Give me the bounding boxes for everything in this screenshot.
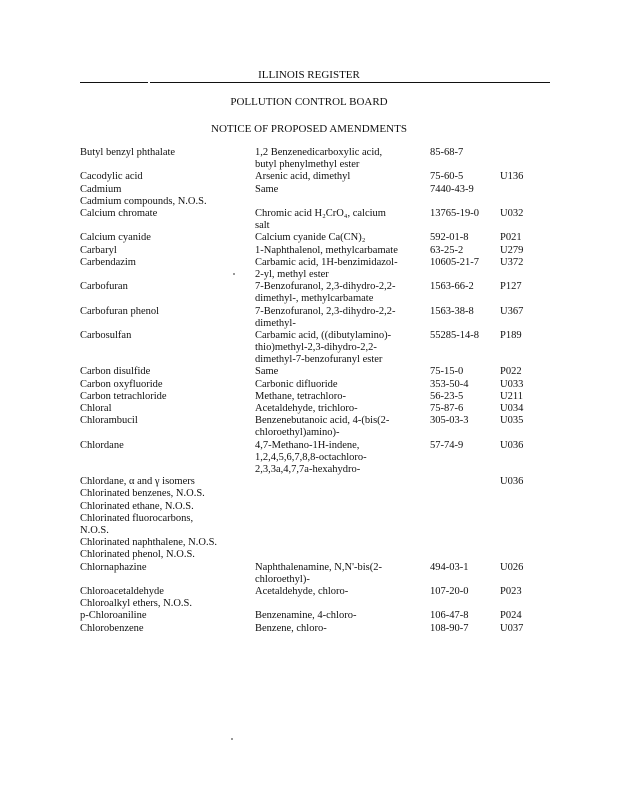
chemical-abstracts-name [255,184,423,196]
table-row [80,306,540,330]
chemical-abstracts-name-line: Acetaldehyde, trichloro- [255,403,358,415]
chemical-abstracts-name-line: Carbamic acid, ((dibutylamino)- [255,329,392,341]
chemical-abstracts-name-line: Benzenebutanoic acid, 4-(bis(2- [255,415,390,427]
constituent-name-line: Carbon disulfide [80,366,151,378]
table-row [80,147,540,171]
constituent-name [80,586,248,598]
cas-number: 305-03-3 [430,415,469,427]
waste-code: U026 [500,561,524,573]
waste-code: U136 [500,171,524,183]
cas-number: 75-15-0 [430,366,464,378]
constituent-name-line: Chlornaphazine [80,561,147,573]
table-row [80,245,540,257]
chemical-abstracts-name-line: Same [255,366,279,378]
constituent-name-line: p-Chloroaniline [80,610,147,622]
constituent-name-line: Butyl benzyl phthalate [80,147,176,158]
waste-code: P022 [500,366,522,378]
constituent-name-line: Chlorinated naphthalene, N.O.S. [80,537,218,549]
constituent-name [80,147,248,159]
chemical-abstracts-name [255,232,423,244]
constituent-name-line: Carbosulfan [80,329,132,341]
waste-code: P024 [500,610,522,622]
table-row [80,330,540,367]
constituent-name [80,306,248,318]
chemical-abstracts-name [255,391,423,403]
constituent-name [80,403,248,415]
chemical-abstracts-name-line: Acetaldehyde, chloro- [255,585,349,597]
header-rule-left [80,82,148,83]
table-row [80,232,540,244]
chemical-abstracts-name [255,610,423,622]
cas-number: 57-74-9 [430,439,464,451]
constituent-name-line: Chlorinated fluorocarbons, [80,512,194,524]
table-row [80,403,540,415]
cas-number: 108-90-7 [430,622,469,634]
chemical-abstracts-name-line: dimethyl-7-benzofuranyl ester [255,354,383,366]
waste-code: U035 [500,415,524,427]
chemical-abstracts-name [255,306,423,330]
constituent-name [80,391,248,403]
constituent-name-line: Carbofuran [80,281,128,293]
chemical-abstracts-name-line: 2,3,3a,4,7,7a-hexahydro- [255,464,361,476]
notice-title: NOTICE OF PROPOSED AMENDMENTS [211,123,407,135]
waste-code: P023 [500,585,522,597]
table-row [80,440,540,477]
constituent-name [80,415,248,427]
chemical-abstracts-name-line: Arsenic acid, dimethyl [255,171,351,183]
table-row [80,184,540,196]
table-row [80,476,540,488]
chemical-abstracts-name-line: 2-yl, methyl ester [255,268,329,280]
cas-number: 592-01-8 [430,232,469,244]
constituent-name-line: Chlorinated phenol, N.O.S. [80,549,195,561]
constituent-name-line: Carbon oxyfluoride [80,378,163,390]
constituent-name [80,537,248,549]
cas-number: 7440-43-9 [430,183,474,195]
constituent-name [80,184,248,196]
chemical-abstracts-name-line: 1,2,4,5,6,7,8,8-octachloro- [255,451,367,463]
waste-code: U211 [500,390,523,402]
waste-code: U372 [500,256,524,268]
chemical-abstracts-name [255,257,423,281]
constituent-name [80,549,248,561]
table-row [80,196,540,208]
table-row [80,501,540,513]
constituent-name [80,476,248,488]
cas-number: 56-23-5 [430,390,464,402]
waste-code: U036 [500,439,524,451]
chemical-abstracts-name-line: 7-Benzofuranol, 2,3-dihydro-2,2- [255,281,396,293]
chemical-abstracts-name-line: Carbonic difluoride [255,378,338,390]
table-row [80,610,540,622]
register-title: ILLINOIS REGISTER [258,69,360,81]
constituent-name [80,171,248,183]
chemical-abstracts-name-line: Benzenamine, 4-chloro- [255,610,357,622]
waste-code: U279 [500,244,524,256]
board-title: POLLUTION CONTROL BOARD [230,96,388,108]
waste-code: U032 [500,207,524,219]
chemical-abstracts-name-line: Calcium cyanide Ca(CN)₂ [255,232,366,244]
constituent-name-line: Carbon tetrachloride [80,390,167,402]
chemical-abstracts-name-line: butyl phenylmethyl ester [255,159,360,171]
chemical-abstracts-name-line: Methane, tetrachloro- [255,390,346,402]
chemical-abstracts-name-line: salt [255,220,270,232]
chemical-abstracts-name [255,147,423,171]
cas-number: 1563-38-8 [430,305,474,317]
constituent-name [80,488,248,500]
table-row [80,281,540,305]
table-row [80,379,540,391]
constituent-name-line: Carbofuran phenol [80,305,160,317]
table-row [80,171,540,183]
waste-code: U036 [500,476,524,488]
constituent-name-line: Chlorinated benzenes, N.O.S. [80,488,205,500]
waste-code: U367 [500,305,524,317]
constituent-name [80,232,248,244]
waste-code: U033 [500,378,524,390]
table-row [80,257,540,281]
waste-code: U034 [500,403,524,415]
chemical-abstracts-name [255,415,423,439]
constituent-name [80,562,248,574]
chemical-abstracts-name-line: thio)methyl-2,3-dihydro-2,2- [255,342,377,354]
cas-number: 85-68-7 [430,147,464,158]
constituent-name [80,379,248,391]
chemical-abstracts-name [255,440,423,477]
table-row [80,208,540,232]
table-row [80,513,540,537]
constituent-name [80,513,248,537]
constituent-name-line: Chlordane, α and γ isomers [80,476,195,488]
chemical-abstracts-name [255,586,423,598]
cas-number: 63-25-2 [430,244,464,256]
table-row [80,391,540,403]
constituent-name-line: Chloroacetaldehyde [80,585,164,597]
constituent-name [80,440,248,452]
cas-number: 75-60-5 [430,171,464,183]
cas-number: 106-47-8 [430,610,469,622]
chemical-abstracts-name-line: chloroethyl)- [255,573,310,585]
stray-mark [233,273,235,275]
constituent-name-line: Calcium cyanide [80,232,151,244]
constituent-name [80,598,248,610]
chemical-abstracts-name-line: 1-Naphthalenol, methylcarbamate [255,244,398,256]
cas-number: 10605-21-7 [430,256,479,268]
chemical-abstracts-name [255,245,423,257]
table-row [80,415,540,439]
stray-mark [231,738,233,740]
constituent-name [80,366,248,378]
constituent-name-line: Carbaryl [80,244,117,256]
chemical-abstracts-name-line: 4,7-Methano-1H-indene, [255,439,360,451]
chemical-abstracts-name-line: 1,2 Benzenedicarboxylic acid, [255,147,383,158]
constituent-name [80,501,248,513]
table-row [80,537,540,549]
chemical-abstracts-name-line: Same [255,183,279,195]
table-row [80,598,540,610]
constituent-name [80,196,248,208]
chemical-abstracts-name [255,403,423,415]
chemical-abstracts-name-line: Naphthalenamine, N,N'-bis(2- [255,561,382,573]
chemical-abstracts-name-line: dimethyl- [255,317,296,329]
waste-code: P189 [500,329,522,341]
constituent-name [80,330,248,342]
cas-number: 55285-14-8 [430,329,479,341]
constituent-name-line: Chlordane [80,439,124,451]
chemical-abstracts-name-line: Chromic acid H₂CrO₄, calcium [255,207,386,219]
table-row [80,586,540,598]
cas-number: 75-87-6 [430,403,464,415]
waste-code: P127 [500,281,522,293]
chemical-abstracts-name [255,208,423,232]
chemical-abstracts-name [255,366,423,378]
constituent-name [80,623,248,635]
table-row [80,366,540,378]
constituent-name-line: Chlorobenzene [80,622,144,634]
constituent-name [80,257,248,269]
cas-number: 494-03-1 [430,561,469,573]
constituent-name-line: Chloral [80,403,112,415]
constituent-name [80,610,248,622]
constituent-name-line: Calcium chromate [80,207,158,219]
cas-number: 107-20-0 [430,585,469,597]
table-row [80,623,540,635]
chemical-abstracts-name-line: Benzene, chloro- [255,622,327,634]
chemical-abstracts-name-line: dimethyl-, methylcarbamate [255,293,374,305]
table-row [80,488,540,500]
chemical-abstracts-name [255,562,423,586]
chemical-abstracts-name-line: chloroethyl)amino)- [255,427,340,439]
header-rule-right [150,82,550,83]
waste-code: U037 [500,622,524,634]
chemical-abstracts-name [255,330,423,367]
constituent-name-line: Cadmium [80,183,122,195]
constituent-name-line: Chloroalkyl ethers, N.O.S. [80,598,192,610]
constituent-name [80,281,248,293]
constituent-name-line: Chlorinated ethane, N.O.S. [80,500,194,512]
constituent-name-line: Cadmium compounds, N.O.S. [80,195,207,207]
hazardous-constituents-table [80,147,540,635]
chemical-abstracts-name [255,171,423,183]
cas-number: 353-50-4 [430,378,469,390]
cas-number: 1563-66-2 [430,281,474,293]
constituent-name-line: Chlorambucil [80,415,138,427]
chemical-abstracts-name-line: Carbamic acid, 1H-benzimidazol- [255,256,398,268]
chemical-abstracts-name [255,379,423,391]
table-row [80,562,540,586]
cas-number: 13765-19-0 [430,207,479,219]
constituent-name-line: Carbendazim [80,256,136,268]
chemical-abstracts-name [255,623,423,635]
table-row [80,549,540,561]
constituent-name-line: Cacodylic acid [80,171,143,183]
constituent-name [80,245,248,257]
chemical-abstracts-name [255,281,423,305]
waste-code: P021 [500,232,522,244]
constituent-name [80,208,248,220]
chemical-abstracts-name-line: 7-Benzofuranol, 2,3-dihydro-2,2- [255,305,396,317]
constituent-name-line: N.O.S. [80,524,109,536]
